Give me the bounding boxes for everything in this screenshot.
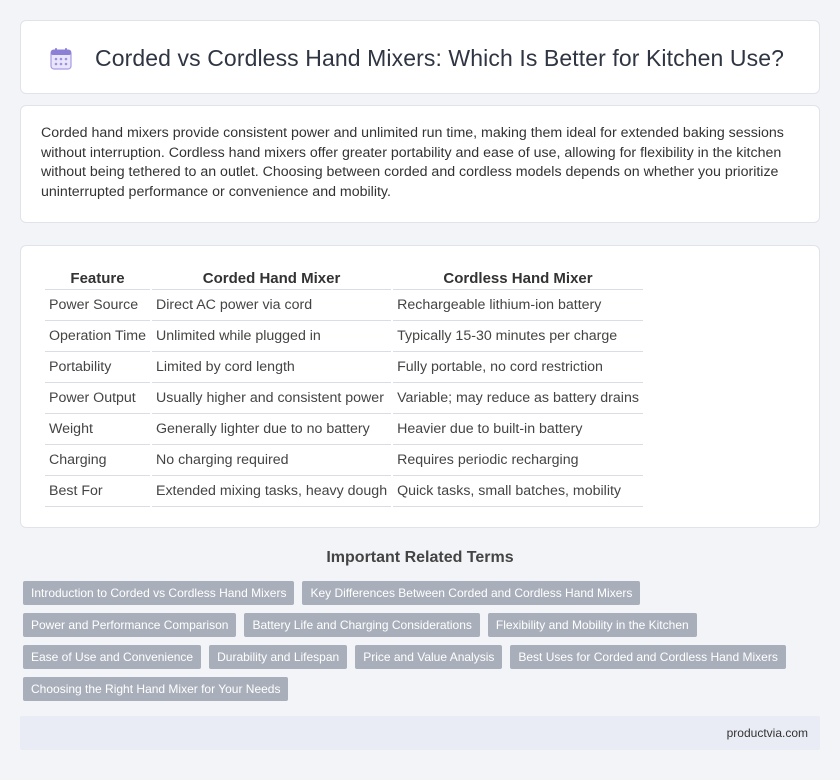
tag-row — [23, 677, 813, 701]
related-term-tag[interactable]: Key Differences Between Corded and Cordless Hand Mixers — [302, 581, 640, 605]
comparison-card — [20, 245, 820, 528]
related-term-tag[interactable]: Price and Value Analysis — [355, 645, 502, 669]
table-cell: Typically 15-30 minutes per charge — [393, 321, 643, 352]
table-row — [45, 383, 643, 414]
table-row — [45, 445, 643, 476]
related-term-tag[interactable]: Best Uses for Corded and Cordless Hand Mixers — [510, 645, 785, 669]
intro-card — [20, 105, 820, 223]
table-cell: No charging required — [152, 445, 391, 476]
table-row — [45, 476, 643, 507]
table-cell: Variable; may reduce as battery drains — [393, 383, 643, 414]
table-cell: Usually higher and consistent power — [152, 383, 391, 414]
table-cell: Portability — [45, 352, 150, 383]
table-row — [45, 352, 643, 383]
page-title: Corded vs Cordless Hand Mixers: Which Is Better for Kitchen Use? — [95, 45, 784, 71]
calendar-icon — [49, 47, 73, 71]
comparison-table — [43, 264, 645, 507]
table-cell: Charging — [45, 445, 150, 476]
table-cell: Generally lighter due to no battery — [152, 414, 391, 445]
header-card — [20, 20, 820, 94]
table-cell: Quick tasks, small batches, mobility — [393, 476, 643, 507]
related-term-tag[interactable]: Durability and Lifespan — [209, 645, 347, 669]
column-header-feature: Feature — [45, 264, 150, 290]
related-term-tag[interactable]: Flexibility and Mobility in the Kitchen — [488, 613, 697, 637]
table-row — [45, 414, 643, 445]
table-cell: Best For — [45, 476, 150, 507]
table-cell: Fully portable, no cord restriction — [393, 352, 643, 383]
table-cell: Power Source — [45, 290, 150, 321]
related-terms-title: Important Related Terms — [326, 549, 514, 566]
column-header-corded: Corded Hand Mixer — [152, 264, 391, 290]
intro-paragraph: Corded hand mixers provide consistent power and unlimited run time, making them ideal for extended baking sessions without interruption. Cordless hand mixers offer greater portability and ease of use, allowing for flexibility in the kitchen without being tethered to an outlet. Choosing between corded and cordless models depends on whether you prioritize uninterrupted performance or convenience and mobility. — [41, 125, 784, 200]
table-cell: Operation Time — [45, 321, 150, 352]
table-cell: Requires periodic recharging — [393, 445, 643, 476]
table-row — [45, 321, 643, 352]
table-cell: Limited by cord length — [152, 352, 391, 383]
tag-row — [23, 581, 813, 605]
tag-row — [23, 613, 813, 637]
related-term-tag[interactable]: Battery Life and Charging Considerations — [244, 613, 479, 637]
related-term-tag[interactable]: Power and Performance Comparison — [23, 613, 236, 637]
table-cell: Weight — [45, 414, 150, 445]
table-cell: Direct AC power via cord — [152, 290, 391, 321]
table-cell: Power Output — [45, 383, 150, 414]
footer — [20, 716, 820, 750]
table-cell: Extended mixing tasks, heavy dough — [152, 476, 391, 507]
table-header-row — [45, 264, 643, 290]
related-terms-list — [23, 581, 813, 709]
table-cell: Rechargeable lithium-ion battery — [393, 290, 643, 321]
related-term-tag[interactable]: Choosing the Right Hand Mixer for Your Needs — [23, 677, 288, 701]
table-row — [45, 290, 643, 321]
tag-row — [23, 645, 813, 669]
related-term-tag[interactable]: Ease of Use and Convenience — [23, 645, 201, 669]
footer-site-label: productvia.com — [726, 726, 808, 740]
column-header-cordless: Cordless Hand Mixer — [393, 264, 643, 290]
table-cell: Heavier due to built-in battery — [393, 414, 643, 445]
table-cell: Unlimited while plugged in — [152, 321, 391, 352]
related-term-tag[interactable]: Introduction to Corded vs Cordless Hand Mixers — [23, 581, 294, 605]
